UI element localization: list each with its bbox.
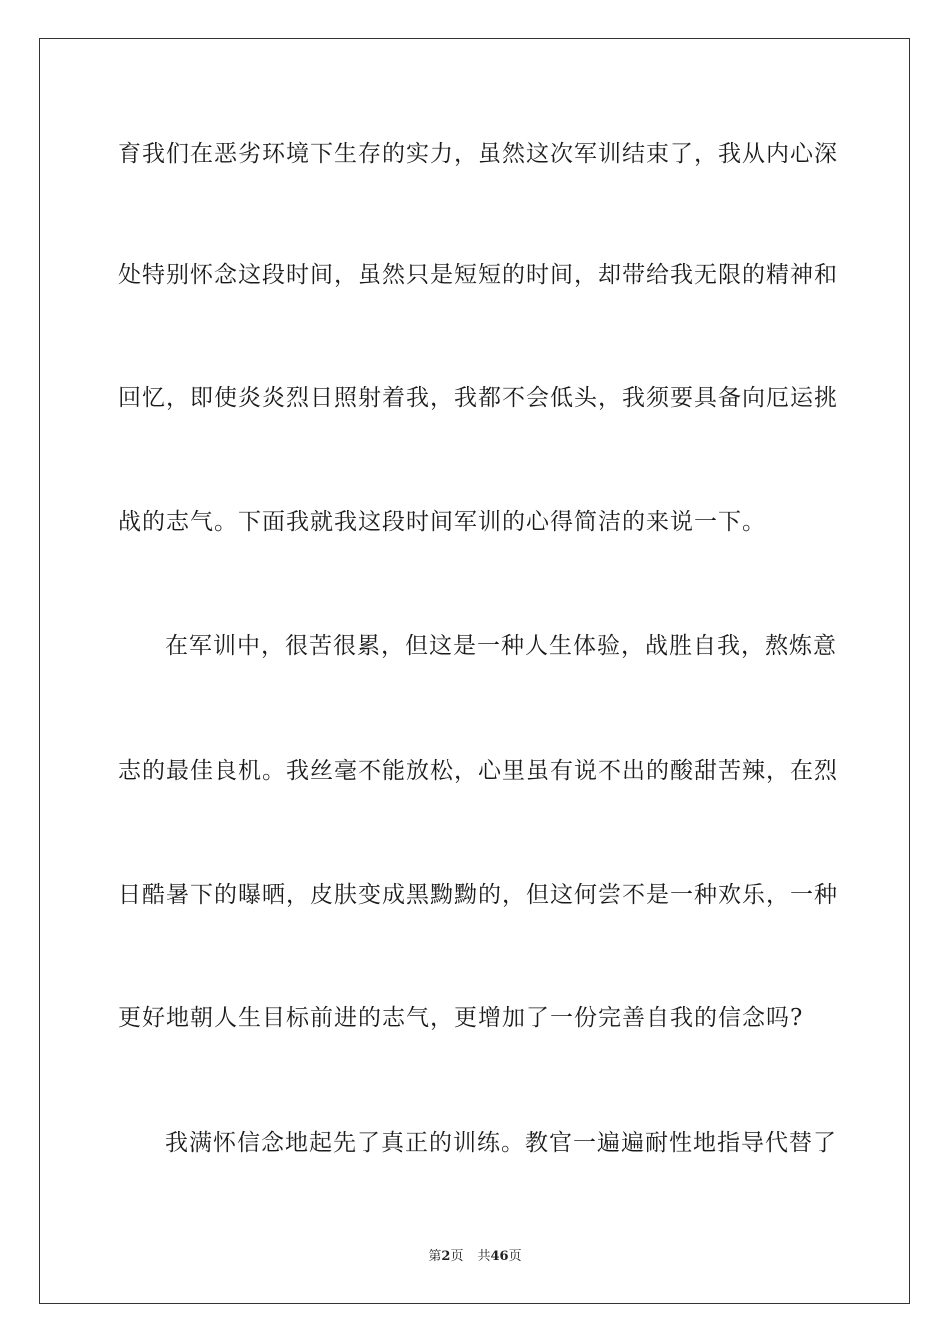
- paragraph-first-line: 在军训中，很苦很累，但这是一种人生体验，战胜自我，熬炼意: [165, 633, 837, 659]
- total-prefix: 共: [477, 1249, 491, 1264]
- total-suffix: 页: [508, 1249, 522, 1264]
- body-line: 更好地朝人生目标前进的志气，更增加了一份完善自我的信念吗?: [118, 1005, 804, 1031]
- page-footer: [0, 1248, 950, 1266]
- body-line: 日酷暑下的曝晒，皮肤变成黑黝黝的，但这何尝不是一种欢乐，一种: [118, 882, 838, 908]
- body-line: 志的最佳良机。我丝毫不能放松，心里虽有说不出的酸甜苦辣，在烈: [118, 758, 838, 784]
- total-pages: 46: [490, 1249, 509, 1264]
- body-line: 战的志气。下面我就我这段时间军训的心得简洁的来说一下。: [118, 509, 766, 535]
- page-prefix: 第: [428, 1249, 442, 1264]
- page-border: [39, 38, 910, 1304]
- paragraph-first-line: 我满怀信念地起先了真正的训练。教官一遍遍耐性地指导代替了: [165, 1130, 837, 1156]
- body-line: 回忆，即使炎炎烈日照射着我，我都不会低头，我须要具备向厄运挑: [118, 385, 838, 411]
- page-suffix: 页: [450, 1249, 464, 1264]
- body-line: 处特别怀念这段时间，虽然只是短短的时间，却带给我无限的精神和: [118, 262, 838, 288]
- body-line: 育我们在恶劣环境下生存的实力，虽然这次军训结束了，我从内心深: [118, 141, 838, 167]
- page-number: 2: [441, 1249, 451, 1264]
